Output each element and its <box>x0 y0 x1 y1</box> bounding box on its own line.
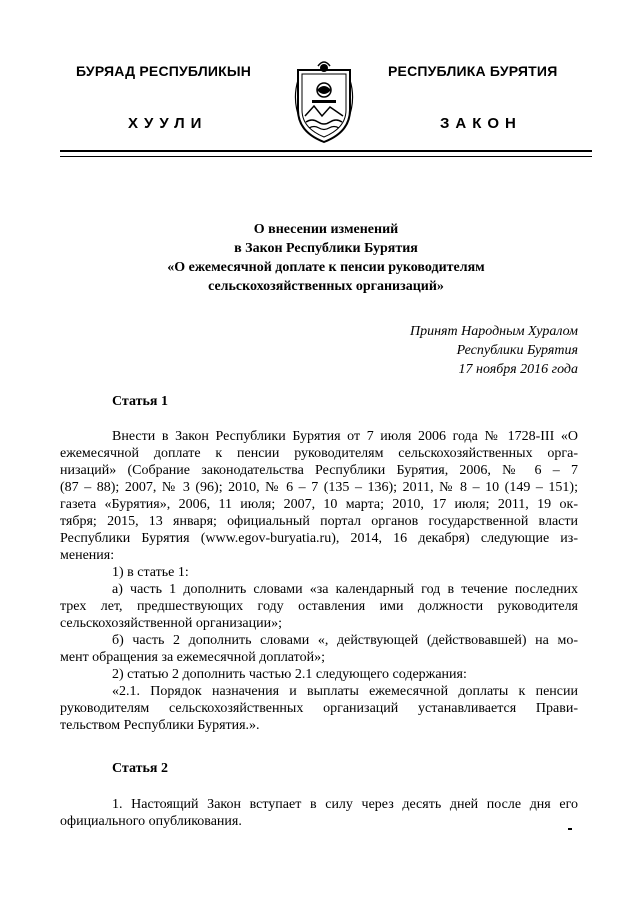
article-2-text <box>60 796 578 830</box>
header-right-bottom: ЗАКОН <box>440 115 522 132</box>
text-line: менения: <box>60 548 115 563</box>
text-line: Внести в Закон Республики Бурятия от 7 июля 2006 года № 1728-III «О <box>112 429 578 444</box>
title-line: «О ежемесячной доплате к пенсии руководителям <box>167 260 485 275</box>
text-line: 1. Настоящий Закон вступает в силу через десять дней после дня его <box>112 797 578 812</box>
title-line: сельскохозяйственных организаций» <box>208 279 444 294</box>
header-left-top: БУРЯАД РЕСПУБЛИКЫН <box>76 63 252 79</box>
list-item: 1) в статье 1: <box>112 565 189 580</box>
adoption-date: 17 ноября 2016 года <box>458 362 578 377</box>
page-mark <box>568 828 572 830</box>
article-1-heading: Статья 1 <box>112 394 168 409</box>
title-line: О внесении изменений <box>253 222 399 237</box>
article-1-text <box>60 428 578 734</box>
list-item: 2) статью 2 дополнить частью 2.1 следующего содержания: <box>112 667 467 682</box>
list-item: б) часть 2 дополнить словами «, действующей (действовавшей) на мо- <box>112 633 578 648</box>
text-line: сельскохозяйственной организации»; <box>60 616 282 631</box>
text-line: тельством Республики Бурятия.». <box>60 718 260 733</box>
list-item: а) часть 1 дополнить словами «за календарный год в течение последних <box>112 582 578 597</box>
text-line: руководителям сельскохозяйственных организаций устанавливается Прави- <box>60 701 578 716</box>
law-title <box>60 220 592 296</box>
text-line: официального опубликования. <box>60 814 242 829</box>
header-rule-thick <box>60 150 592 152</box>
text-line: ежемесячной доплате к пенсии руководителям сельскохозяйственных орга- <box>60 446 578 461</box>
title-line: в Закон Республики Бурятия <box>234 241 418 256</box>
header-rule-thin <box>60 156 592 157</box>
header-right-top: РЕСПУБЛИКА БУРЯТИЯ <box>388 63 558 79</box>
text-line: газета «Бурятия», 2006, 11 июля; 2007, 10 марта; 2010, 17 июля; 2011, 19 ок- <box>60 497 578 512</box>
text-line: мент обращения за ежемесячной доплатой»; <box>60 650 325 665</box>
text-line: (87 – 88); 2007, № 3 (96); 2010, № 6 – 7 (135 – 136); 2011, № 8 – 10 (149 – 151); <box>60 480 578 495</box>
text-line: трех лет, предшествующих году оставления ими должности руководителя <box>60 599 578 614</box>
text-line: Республики Бурятия (www.egov-buryatia.ru), 2014, 16 декабря) следующие из- <box>60 531 578 546</box>
adoption-line: Принят Народным Хуралом <box>409 324 578 339</box>
article-2-heading: Статья 2 <box>112 761 168 776</box>
adoption-note <box>300 322 578 379</box>
coat-of-arms-emblem <box>292 60 356 144</box>
text-line: низаций» (Собрание законодательства Республики Бурятия, 2006, № 6 – 7 <box>60 463 578 478</box>
text-line: «2.1. Порядок назначения и выплаты ежемесячной доплаты к пенсии <box>112 684 578 699</box>
adoption-line: Республики Бурятия <box>456 343 578 358</box>
text-line: тября; 2015, 13 января; официальный портал органов государственной власти <box>60 514 578 529</box>
header-left-bottom: ХУУЛИ <box>128 115 208 132</box>
